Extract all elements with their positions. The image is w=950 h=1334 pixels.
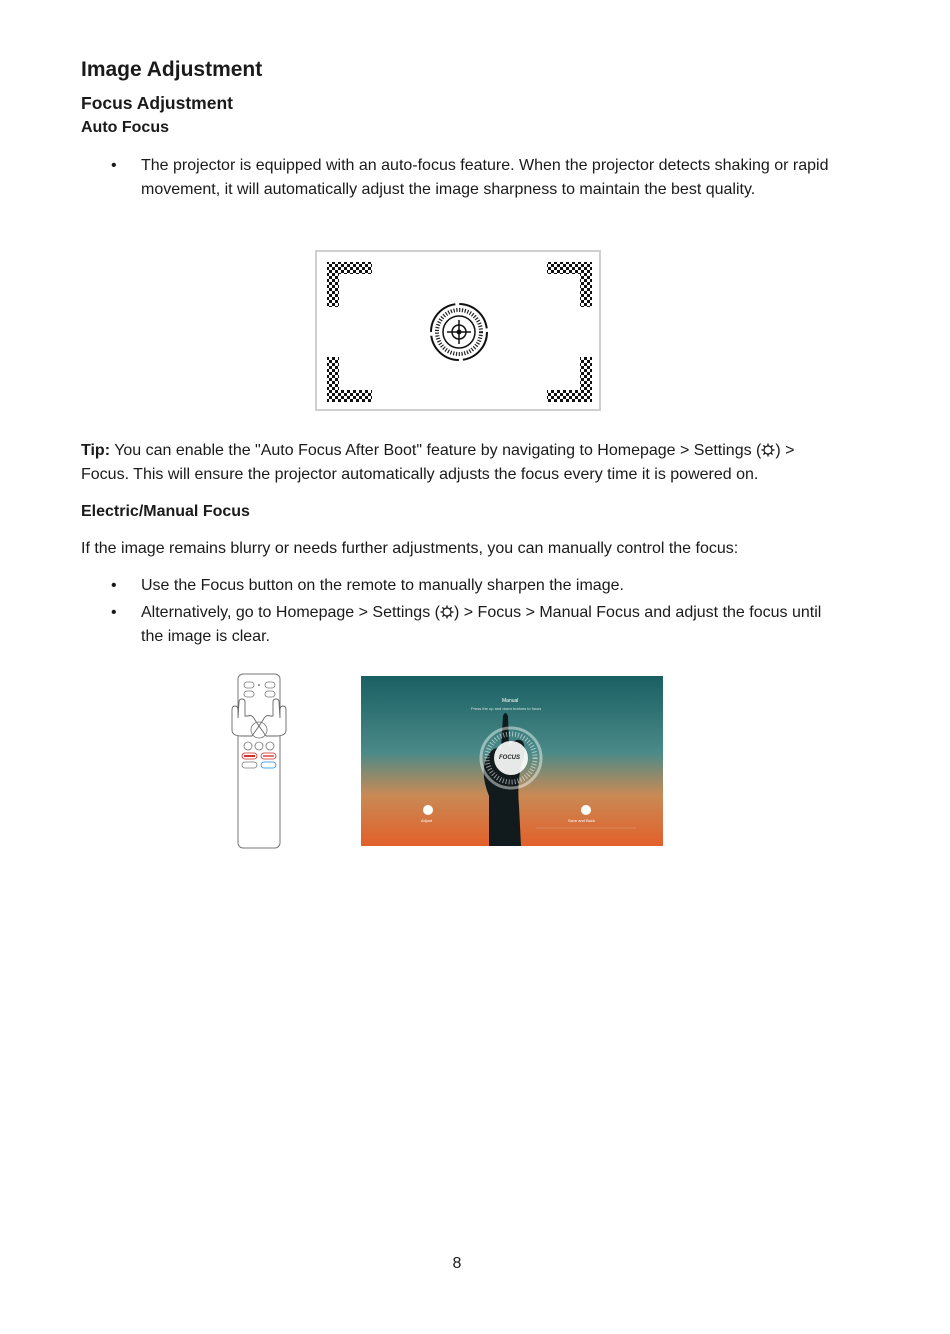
screen-title: Manual — [502, 698, 519, 704]
tip-paragraph — [81, 439, 841, 487]
manual-focus-intro: If the image remains blurry or needs further adjustments, you can manually control the focus: — [81, 540, 739, 557]
gear-icon — [761, 443, 775, 457]
crosshair-icon — [431, 304, 487, 360]
projector-screen — [361, 676, 663, 846]
bullet-dot: • — [111, 604, 117, 621]
bullet-dot: • — [111, 577, 117, 594]
screen-hint: Press the up and down buttons to focus — [471, 706, 542, 711]
list-item — [111, 154, 841, 226]
auto-focus-text: The projector is equipped with an auto-focus feature. When the projector detects shaking or rapid movement, it will automatically adjust the image sharpness to maintain the best quality. — [141, 157, 829, 198]
tip-text-before: You can enable the "Auto Focus After Boot" feature by navigating to Homepage > Settings ( — [110, 442, 762, 459]
tip-label: Tip: — [81, 442, 111, 459]
manual-bullet-2-before: Alternatively, go to Homepage > Settings ( — [141, 604, 440, 621]
manual-bullet-2-after: ) > Focus > Manual Focus and adjust the focus until the image is clear. — [141, 604, 822, 645]
adjust-icon — [423, 805, 433, 815]
manual-focus-figure — [216, 664, 702, 856]
list-item — [111, 601, 841, 649]
adjust-label: Adjust — [421, 818, 433, 823]
auto-focus-pattern-figure — [315, 250, 601, 411]
section-subtitle: Focus Adjustment — [81, 93, 233, 113]
subsection-title: Auto Focus — [81, 119, 169, 136]
save-label: Save and Back — [568, 818, 595, 823]
tip-text-after: ) > Focus. This will ensure the projector automatically adjusts the focus every time it is powered on. — [81, 442, 795, 483]
manual-focus-heading: Electric/Manual Focus — [81, 503, 250, 520]
section-title: Image Adjustment — [81, 58, 263, 81]
focus-test-pattern — [317, 252, 599, 409]
bullet-dot: • — [111, 157, 117, 174]
list-item — [111, 574, 841, 598]
focus-label: FOCUS — [499, 755, 520, 761]
back-icon — [581, 805, 591, 815]
gear-icon — [440, 605, 454, 619]
manual-bullet-1: Use the Focus button on the remote to manually sharpen the image. — [141, 577, 624, 594]
remote-control — [228, 672, 298, 852]
manual-bullet-2 — [141, 601, 841, 649]
page-number: 8 — [452, 1255, 462, 1272]
